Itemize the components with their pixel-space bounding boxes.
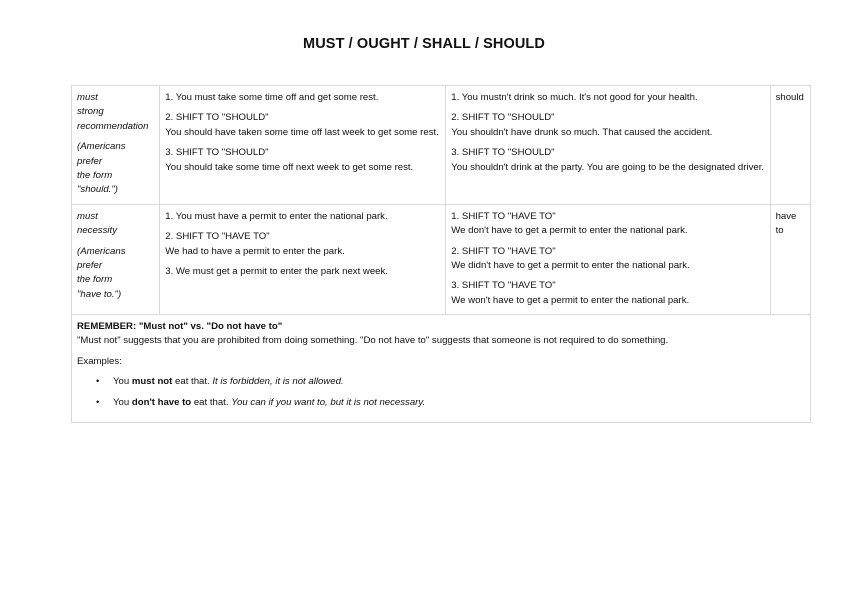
positive-examples-cell (160, 86, 446, 205)
usage-note-line: "should.") (77, 184, 118, 196)
example-mid-text: eat that. (172, 376, 213, 388)
remember-cell (72, 315, 811, 423)
usage-note (77, 245, 154, 303)
example-italic-text: You can if you want to, but it is not necessary. (231, 396, 426, 408)
example-line: 2. SHIFT TO "SHOULD" (165, 112, 269, 124)
examples-list (77, 375, 805, 410)
usage-label-cell (72, 86, 160, 205)
example-line: 3. SHIFT TO "HAVE TO" (451, 280, 556, 292)
remember-title: REMEMBER: "Must not" vs. "Do not have to" (77, 321, 283, 333)
example-line: 3. SHIFT TO "SHOULD" (451, 147, 555, 159)
example-italic-text: It is forbidden, it is not allowed. (212, 376, 344, 388)
usage-note-line: prefer (77, 259, 103, 271)
remember-text: "Must not" suggests that you are prohibited from doing something. "Do not have to" suggests that someone is not required to do something. (77, 335, 669, 347)
usage-note-line: "have to.") (77, 288, 122, 300)
example-line: We didn't have to get a permit to enter the national park. (451, 259, 690, 271)
positive-example (165, 111, 440, 140)
example-line: We had to have a permit to enter the park. (165, 245, 345, 257)
example-pre-text: You (113, 376, 132, 388)
example-line: 1. You must have a permit to enter the national park. (165, 210, 388, 222)
positive-example (165, 91, 440, 105)
example-bold-text: must not (131, 376, 173, 388)
example-line: You shouldn't have drunk so much. That caused the accident. (451, 126, 713, 138)
example-line: 3. SHIFT TO "SHOULD" (165, 147, 269, 159)
negative-examples-cell (446, 204, 770, 314)
example-line: 1. You mustn't drink so much. It's not good for your health. (451, 92, 698, 103)
example-line: 1. SHIFT TO "HAVE TO" (451, 210, 556, 222)
remember-row (72, 315, 811, 423)
negative-example (451, 91, 764, 105)
example-line: You should take some time off next week to get some rest. (165, 161, 414, 173)
example-line: 2. SHIFT TO "HAVE TO" (451, 245, 556, 257)
example-mid-text: eat that. (191, 396, 232, 408)
negative-example (451, 210, 764, 239)
usage-note-line: (Americans (77, 141, 126, 153)
negative-examples-cell (446, 86, 770, 205)
table-row (72, 86, 811, 205)
example-line: You shouldn't drink at the party. You are going to be the designated driver. (451, 161, 765, 173)
positive-example (165, 230, 440, 259)
positive-example (165, 210, 440, 224)
usage-note-line: the form (77, 169, 113, 181)
example-bold-text: don't have to (131, 396, 192, 408)
usage-label-line: strong (77, 106, 104, 118)
usage-note-line: (Americans (77, 245, 126, 257)
table-row (72, 204, 811, 314)
positive-example (165, 146, 440, 175)
example-item (96, 375, 805, 389)
usage-note-line: the form (77, 274, 113, 286)
example-pre-text: You (113, 396, 132, 408)
negative-example (451, 279, 764, 308)
usage-label-line: necessity (77, 225, 117, 237)
bullet-icon: • (96, 396, 100, 408)
negative-example (451, 146, 764, 175)
example-line: We won't have to get a permit to enter the national park. (451, 294, 690, 306)
usage-note-line: prefer (77, 155, 103, 167)
example-line: 2. SHIFT TO "HAVE TO" (165, 231, 270, 243)
usage-label-cell (72, 204, 160, 314)
usage-label-line: must (77, 210, 98, 222)
usage-label-line: must (77, 92, 98, 103)
example-line: 2. SHIFT TO "SHOULD" (451, 112, 555, 124)
example-line: 1. You must take some time off and get some rest. (165, 92, 379, 103)
example-line: 3. We must get a permit to enter the park next week. (165, 265, 388, 277)
usage-label-line: recommendation (77, 120, 149, 132)
bullet-icon: • (96, 376, 100, 388)
example-item (96, 396, 805, 410)
modal-verbs-table (71, 85, 811, 423)
negative-example (451, 111, 764, 140)
positive-examples-cell (160, 204, 446, 314)
negative-example (451, 245, 764, 274)
positive-example (165, 265, 440, 279)
shift-form-cell: should (770, 86, 810, 205)
shift-form-cell: have to (770, 204, 810, 314)
page-title: MUST / OUGHT / SHALL / SHOULD (303, 36, 545, 52)
usage-note (77, 140, 154, 198)
example-line: You should have taken some time off last week to get some rest. (165, 126, 439, 138)
examples-label: Examples: (77, 355, 122, 367)
example-line: We don't have to get a permit to enter the national park. (451, 225, 688, 237)
